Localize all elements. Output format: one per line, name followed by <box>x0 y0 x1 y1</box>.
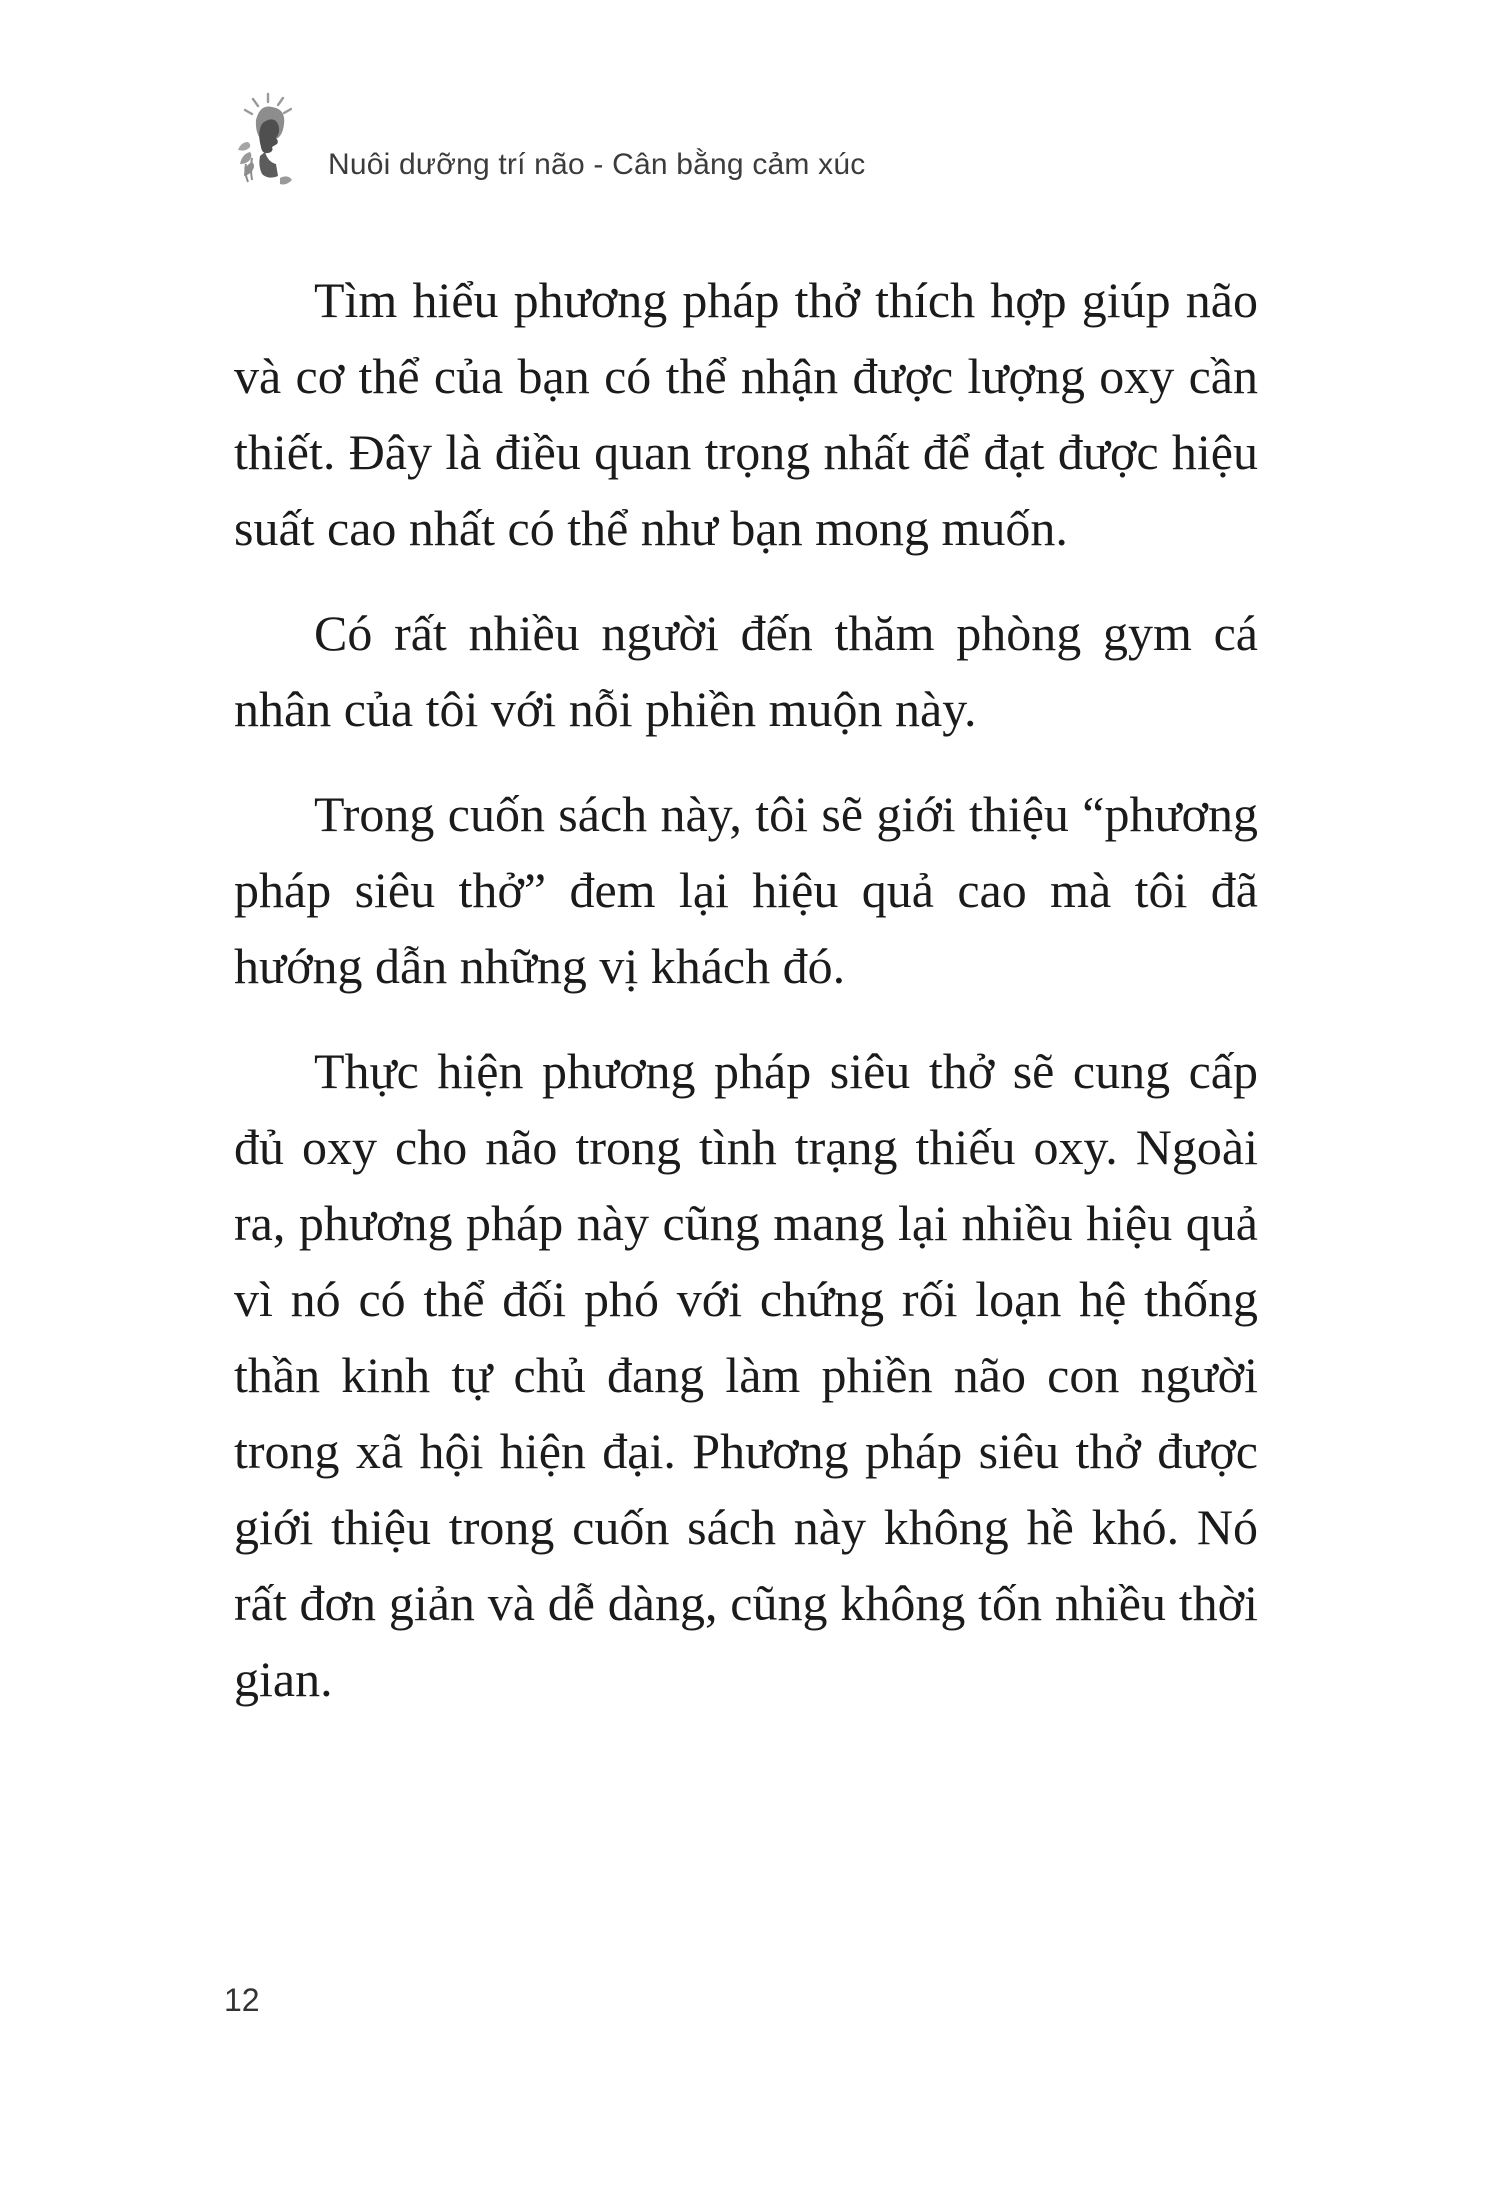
page-header <box>238 92 865 188</box>
paragraph: Trong cuốn sách này, tôi sẽ giới thiệu “phương pháp siêu thở” đem lại hiệu quả cao mà tôi đã hướng dẫn những vị khách đó. <box>234 786 1258 994</box>
page-body <box>234 262 1258 1746</box>
page-number: 12 <box>224 1982 260 2018</box>
running-head-title: Nuôi dưỡng trí não - Cân bằng cảm xúc <box>328 148 866 181</box>
paragraph: Thực hiện phương pháp siêu thở sẽ cung cấp đủ oxy cho não trong tình trạng thiếu oxy. Ngoài ra, phương pháp này cũng mang lại nhiều hiệu quả vì nó có thể đối phó với chứng rối loạn hệ thống thần kinh tự chủ đang làm phiền não con người trong xã hội hiện đại. Phương pháp siêu thở được giới thiệu trong cuốn sách này không hề khó. Nó rất đơn giản và dễ dàng, cũng không tốn nhiều thời gian. <box>234 1043 1258 1707</box>
paragraph: Tìm hiểu phương pháp thở thích hợp giúp não và cơ thể của bạn có thể nhận được lượng oxy cần thiết. Đây là điều quan trọng nhất để đạt được hiệu suất cao nhất có thể như bạn mong muốn. <box>234 272 1258 556</box>
woman-head-with-leaves-icon <box>238 92 302 188</box>
paragraph: Có rất nhiều người đến thăm phòng gym cá nhân của tôi với nỗi phiền muộn này. <box>234 605 1258 737</box>
